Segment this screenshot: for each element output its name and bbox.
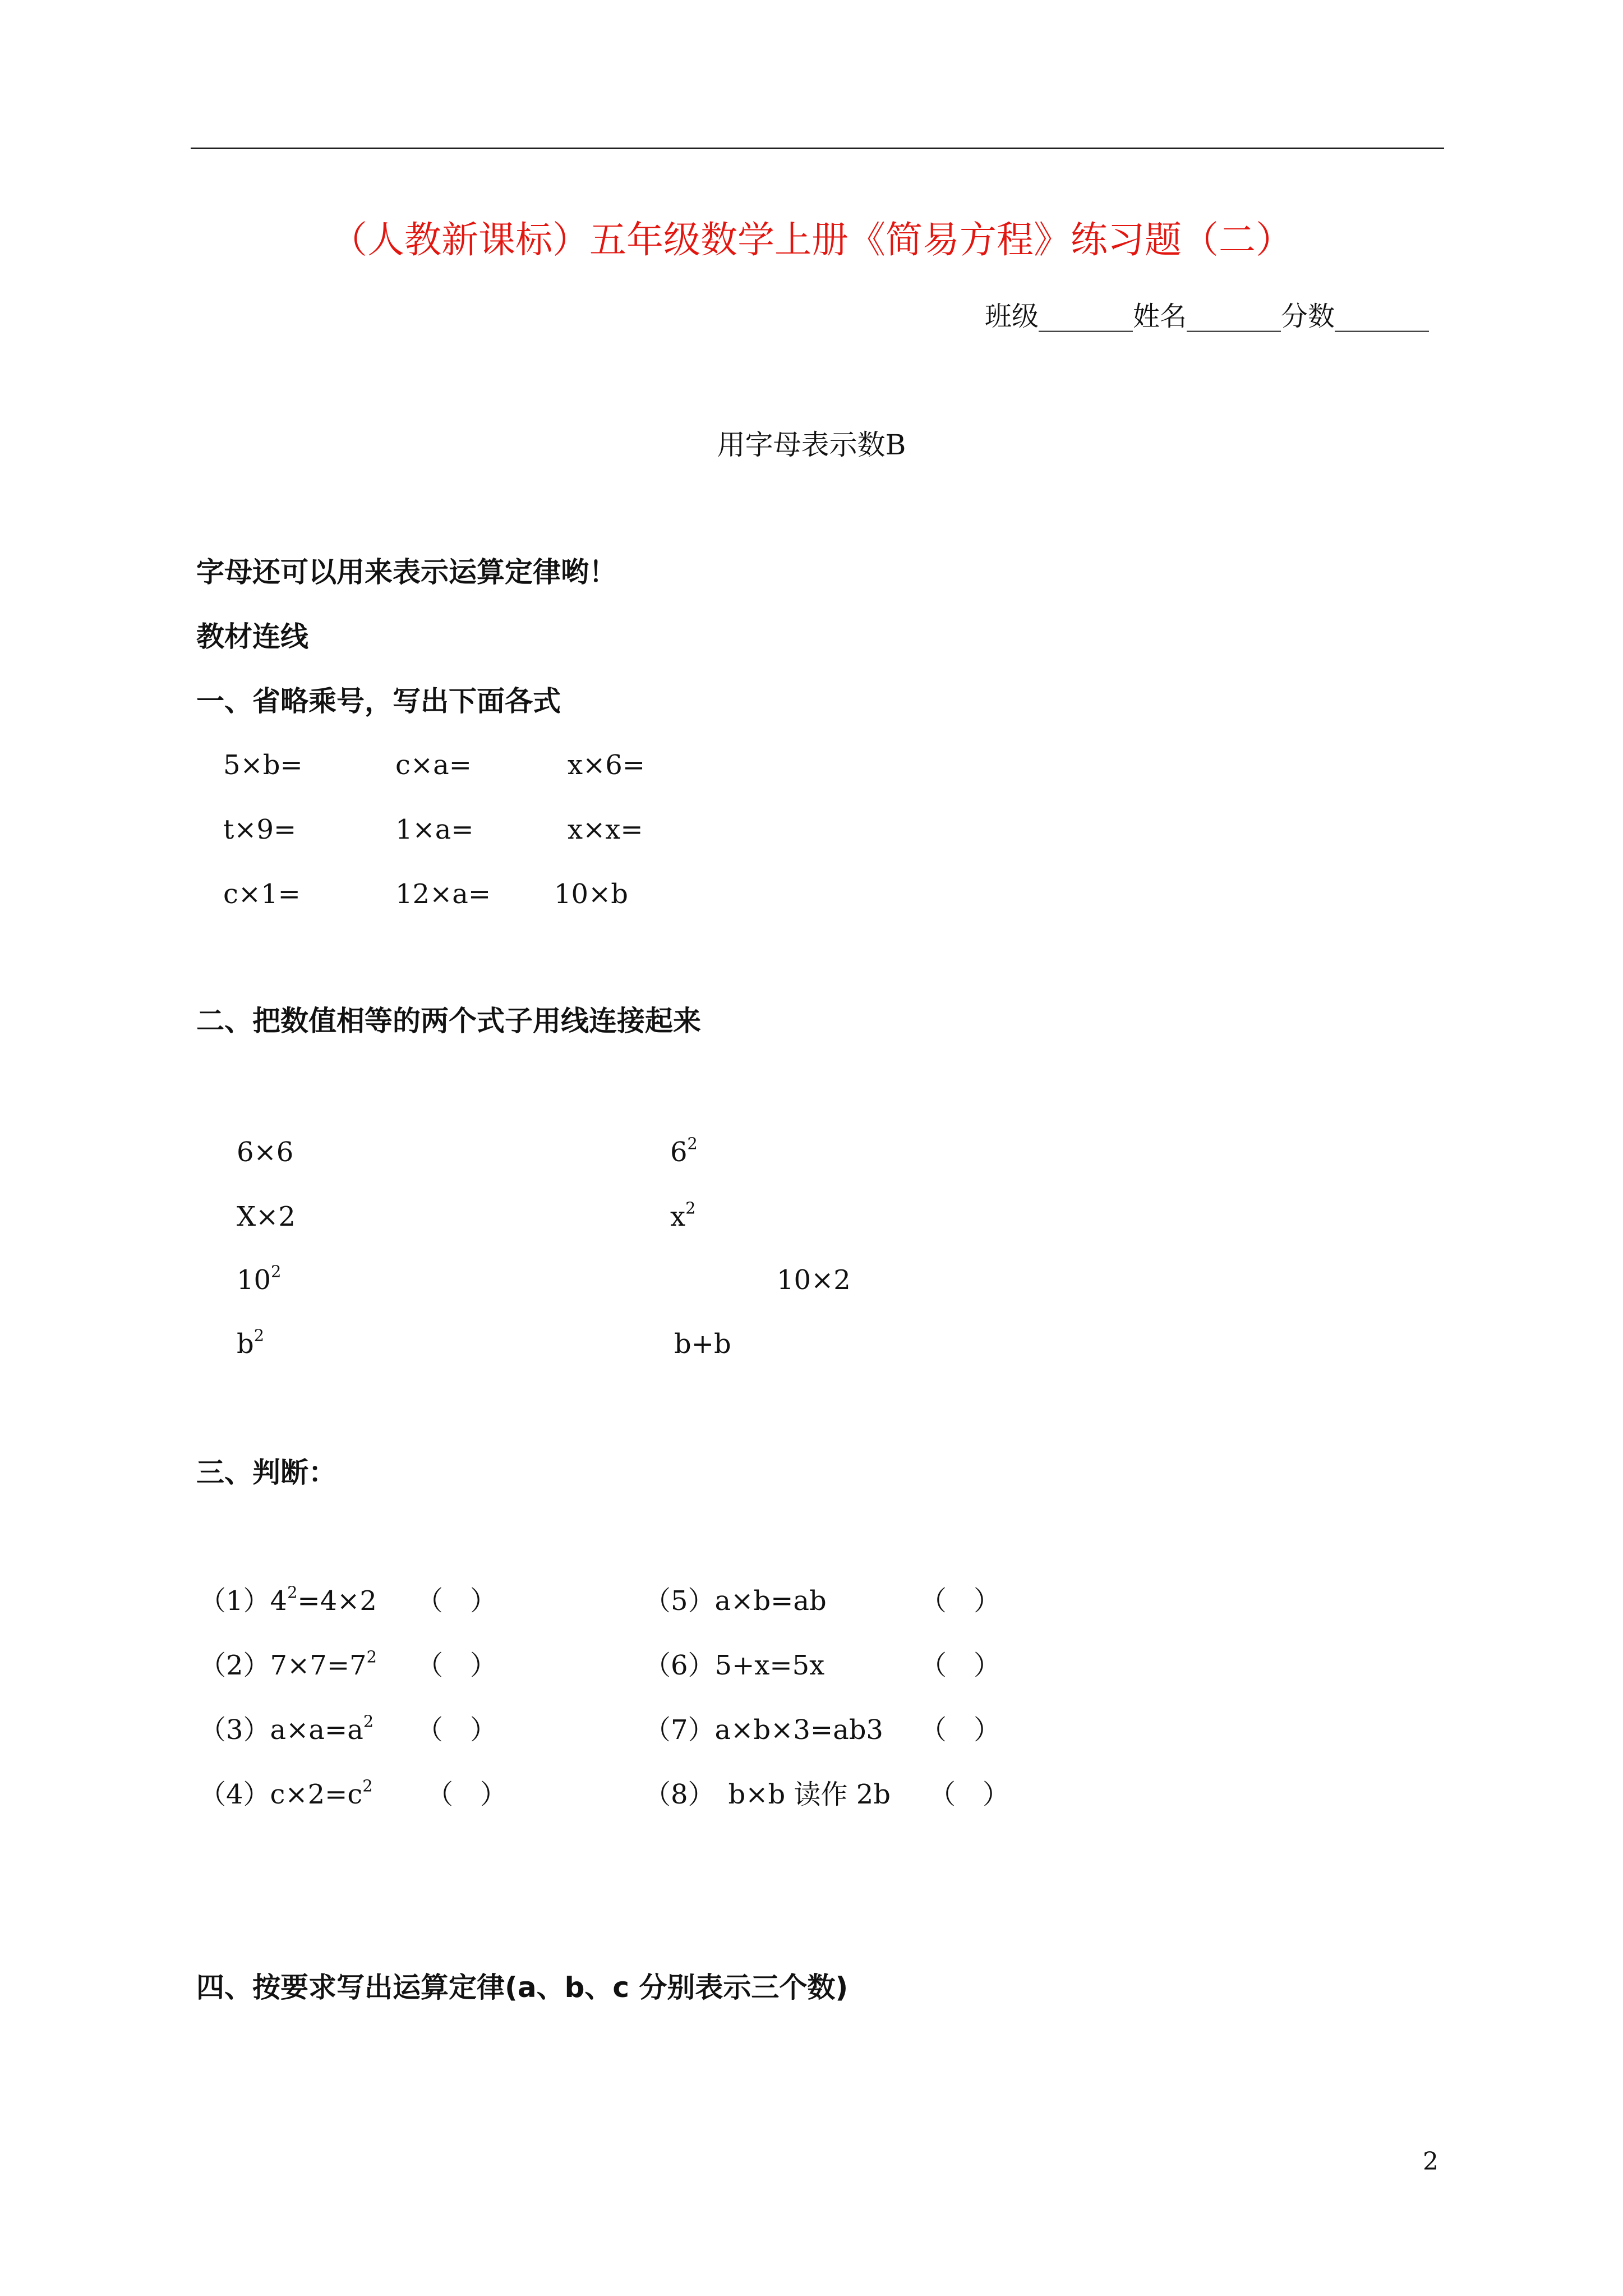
match-right-item[interactable]: $x^2$ [670,1198,696,1232]
judgment-item: $(4)c\times 2=c^2$ [199,1776,373,1810]
answer-parentheses[interactable]: （ ） [416,1585,497,1617]
answer-parentheses[interactable]: （ ） [920,1714,1001,1746]
intro-text: 字母还可以用来表示运算定律哟！ [196,556,617,588]
answer-parentheses[interactable]: （ ） [920,1650,1001,1681]
document-title: （人教新课标）五年级数学上册《简易方程》练习题（二） [330,218,1293,261]
match-left-item[interactable]: X×2 [237,1201,296,1232]
judgment-item: $(3)a\times a=a^2$ [199,1711,374,1746]
q4-heading: 四、按要求写出运算定律(a、b、c 分别表示三个数) [196,1971,849,2004]
judgment-item: （5）a×b=ab [644,1585,827,1617]
judgment-item: $(2)7\times 7=7^2$ [199,1647,377,1681]
answer-parentheses[interactable]: （ ） [416,1650,497,1681]
match-right-item[interactable]: b+b [674,1328,731,1360]
answer-parentheses[interactable]: （ ） [416,1714,497,1746]
match-left-item[interactable]: $10^2$ [237,1262,282,1296]
q1-expression: t×9= [223,814,297,845]
section-subtitle: 用字母表示数B [717,429,906,461]
match-right-item[interactable]: 10×2 [777,1264,851,1296]
q1-expression: x×x= [568,814,643,845]
q1-expression: 5×b= [223,749,303,781]
judgment-item: $(1)4^2=4\times 2$ [199,1582,377,1617]
q1-expression: c×a= [395,749,472,781]
page-number: 2 [1423,2147,1438,2176]
match-left-item[interactable]: $b^2$ [237,1326,265,1360]
answer-parentheses[interactable]: （ ） [929,1779,1010,1810]
q1-expression: 1×a= [395,814,474,845]
judgment-item: （8） b×b 读作 2b [644,1779,891,1810]
q1-expression: 12×a= [395,878,491,910]
answer-parentheses[interactable]: （ ） [426,1779,508,1810]
q1-heading: 一、省略乘号，写出下面各式 [196,685,561,717]
match-right-item[interactable]: $6^2$ [670,1134,698,1168]
match-left-item[interactable]: 6×6 [237,1137,294,1168]
section-label: 教材连线 [196,620,308,653]
q1-expression: 10×b [554,878,629,910]
q2-heading: 二、把数值相等的两个式子用线连接起来 [196,1005,701,1037]
answer-parentheses[interactable]: （ ） [920,1585,1001,1617]
q1-expression: x×6= [568,749,645,781]
q1-expression: c×1= [223,878,301,910]
q3-heading: 三、判断： [196,1456,336,1489]
judgment-item: （7）a×b×3=ab3 [644,1714,883,1746]
judgment-item: （6）5+x=5x [644,1650,825,1681]
header-rule [191,148,1444,149]
student-info-line: 班级_______姓名_______分数_______ [984,301,1429,332]
